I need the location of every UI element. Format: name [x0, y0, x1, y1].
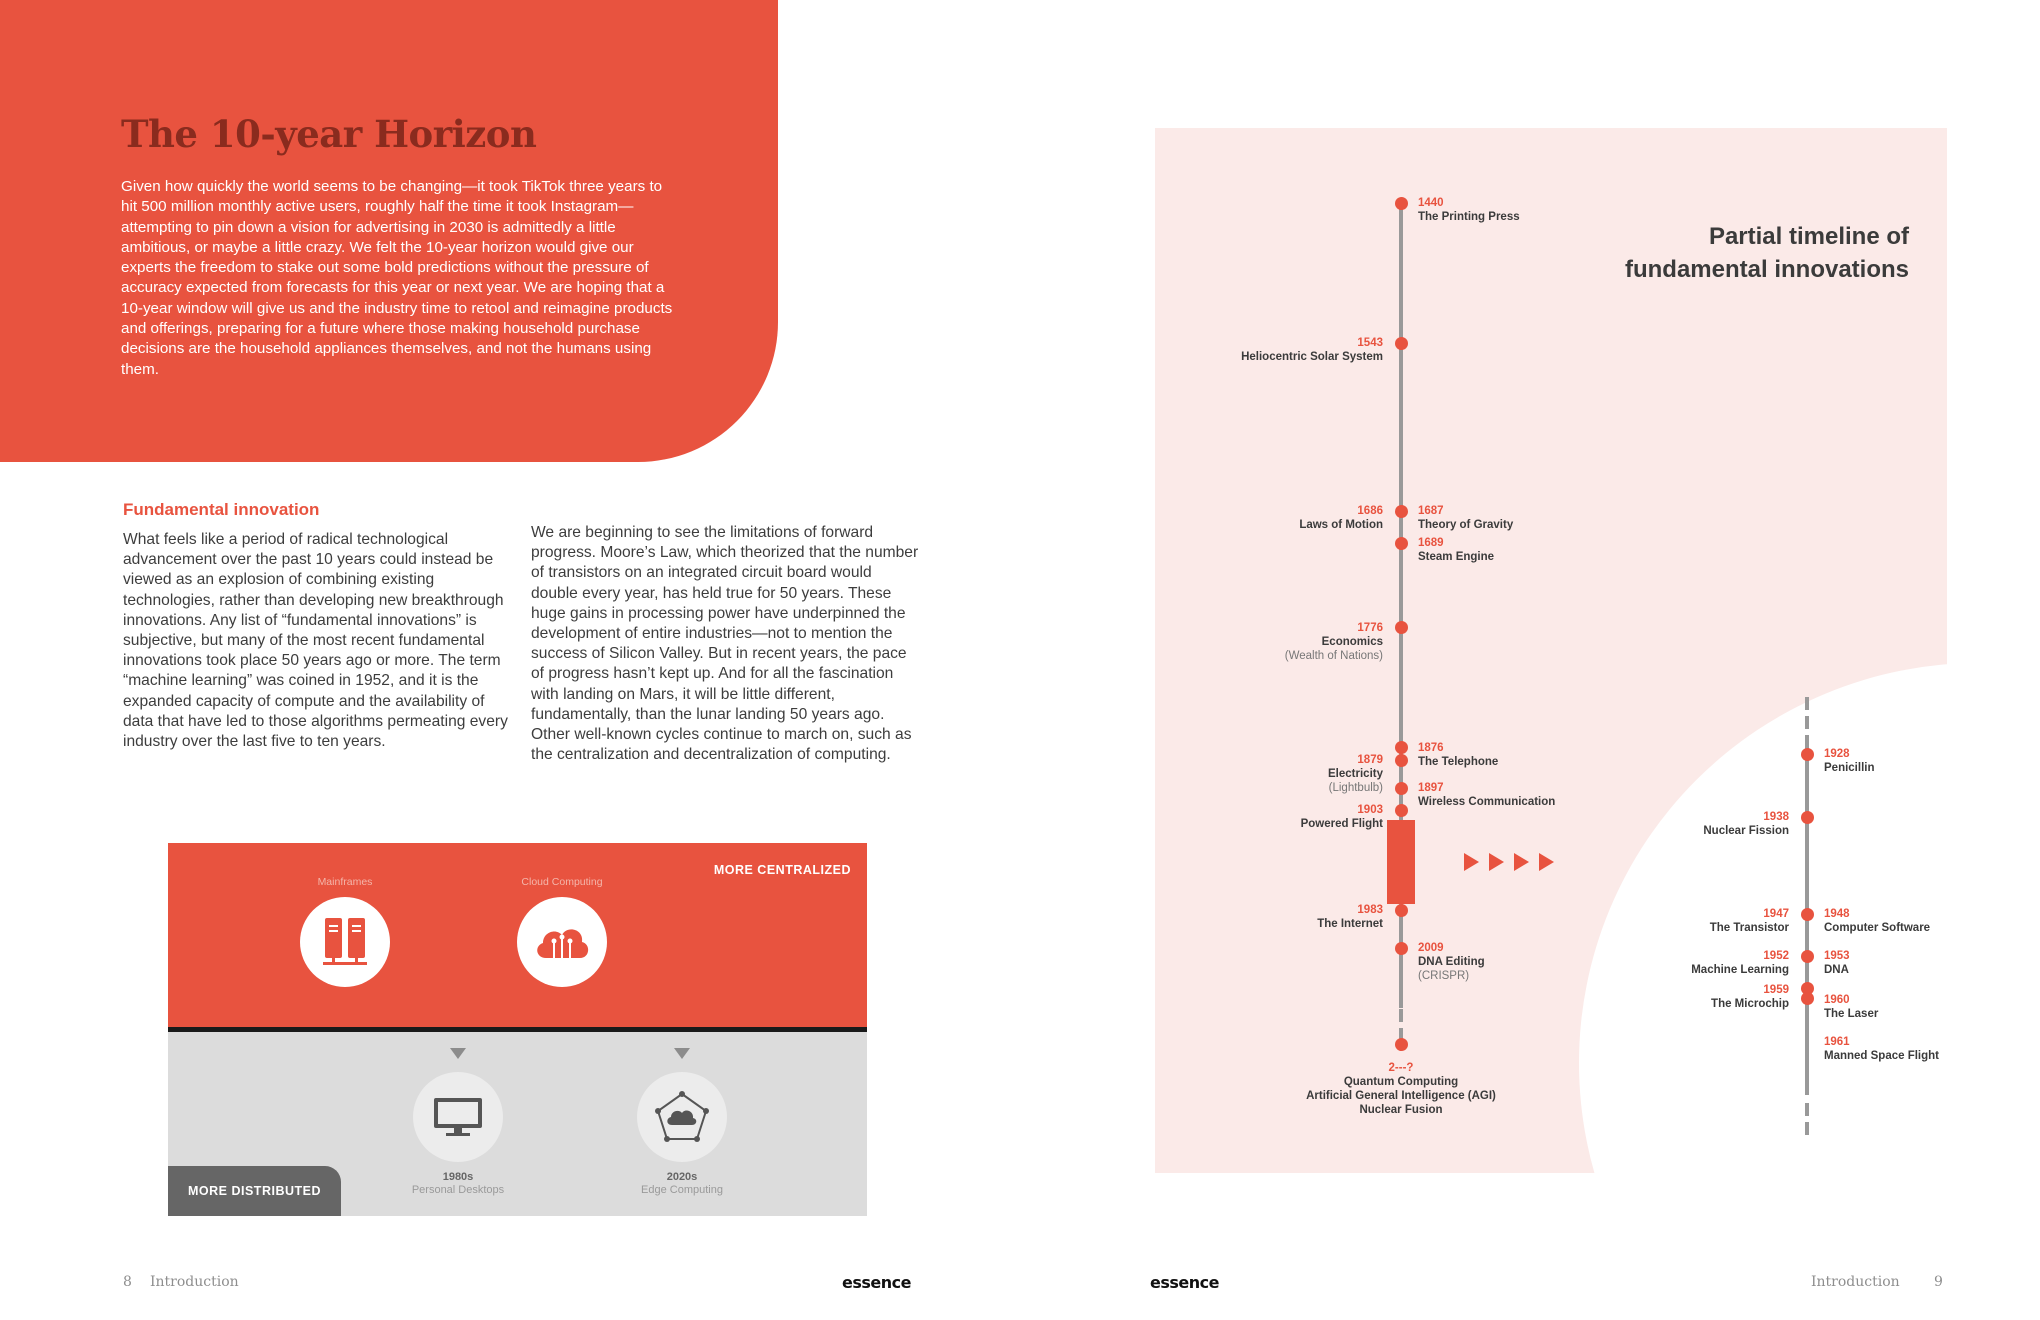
personal-desktops-label: Personal Desktops: [411, 1184, 505, 1196]
event-label: The Laser: [1824, 1008, 1879, 1020]
play-arrow-icon: [1539, 853, 1554, 871]
event-label: Powered Flight: [1300, 818, 1383, 830]
event-year: 1953: [1824, 950, 1850, 962]
event-label: The Telephone: [1418, 756, 1499, 768]
event-year: 1960: [1824, 994, 1850, 1006]
event-year: 1897: [1418, 782, 1444, 794]
event-label: Laws of Motion: [1299, 519, 1383, 531]
timeline-dash: [1399, 1009, 1403, 1022]
event-label: The Internet: [1317, 918, 1383, 930]
event-label: Electricity: [1328, 768, 1383, 780]
future-item: Artificial General Intelligence (AGI): [1306, 1090, 1496, 1102]
event-year: 2009: [1418, 942, 1444, 954]
event-year: 1879: [1357, 754, 1383, 766]
timeline-dot: [1801, 748, 1814, 761]
event-label: Manned Space Flight: [1824, 1050, 1940, 1062]
more-distributed-label: MORE DISTRIBUTED: [168, 1166, 341, 1216]
event-year: 1686: [1357, 505, 1383, 517]
edge-computing-label: Edge Computing: [641, 1184, 723, 1196]
cloud-computing-label: Cloud Computing: [521, 876, 603, 888]
footer-section-left: Introduction: [150, 1274, 239, 1290]
zoom-section-block: [1387, 820, 1415, 904]
future-item: Quantum Computing: [1343, 1076, 1459, 1088]
event-label: Penicillin: [1824, 762, 1875, 774]
intro-paragraph: Given how quickly the world seems to be changing—it took TikTok three years to hit 500 million monthly active users, roughly half the time it took Instagram—attempting to pin down a vision for advertising in 2030 is admittedly a little ambitious, or maybe a little crazy. We felt the 10-year horizon would give our experts the freedom to stake out some bold predictions without the pressure of accuracy expected from forecasts for this year or next year. We are hoping that a 10-year window will give us and the industry time to retool and reimagine products and offerings, preparing for a future where those making household purchase decisions are the household appliances themselves, and not the humans using them.: [121, 178, 673, 378]
event-label: Theory of Gravity: [1418, 519, 1514, 531]
page-number-right: 9: [1934, 1274, 1943, 1290]
down-arrow-icon: [674, 1048, 690, 1059]
body-column-2: We are beginning to see the limitations of forward progress. Moore’s Law, which theorized that the number of transistors on an integrated circuit board would double every year, has held true for 50 years. These huge gains in processing power have underpinned the development of entire industries—not to mention the success of Silicon Valley. But in recent years, the pace of progress hasn’t kept up. And for all the fascination with landing on Mars, it will be little different, fundamentally, than the lunar landing 50 years ago. Other well-known cycles continue to march on, such as the centralization and decentralization of computing.: [531, 524, 919, 764]
mainframes-circle: [300, 897, 390, 987]
event-year: 1952: [1763, 950, 1789, 962]
footer-section-right: Introduction: [1811, 1274, 1900, 1290]
timeline-dot: [1395, 741, 1408, 754]
event-year: 1687: [1418, 505, 1444, 517]
diagram-divider: [168, 1027, 867, 1032]
timeline-dot: [1395, 505, 1408, 518]
timeline-dash: [1805, 1122, 1809, 1135]
event-year: 1903: [1357, 804, 1383, 816]
event-label: Heliocentric Solar System: [1241, 351, 1383, 363]
event-label: Wireless Communication: [1418, 796, 1556, 808]
timeline-dot: [1801, 908, 1814, 921]
event-label: The Printing Press: [1418, 211, 1520, 223]
timeline-dot: [1395, 782, 1408, 795]
monitor-icon: [432, 1096, 484, 1138]
page-number-left: 8: [123, 1274, 132, 1290]
cloud-icon: [532, 920, 592, 964]
timeline-dot: [1395, 537, 1408, 550]
event-label: Steam Engine: [1418, 551, 1495, 563]
event-label: The Microchip: [1711, 998, 1789, 1010]
timeline-dot: [1395, 904, 1408, 917]
timeline-dash: [1805, 697, 1809, 710]
computing-cycle-diagram: [168, 843, 867, 1216]
timeline-dot: [1395, 621, 1408, 634]
essence-logo-left: essence: [842, 1273, 911, 1292]
personal-desktops-year: 1980s: [442, 1171, 474, 1183]
edge-network-icon: [654, 1091, 710, 1143]
play-arrow-icon: [1464, 853, 1479, 871]
event-label: Machine Learning: [1691, 964, 1789, 976]
event-label: Economics: [1321, 636, 1383, 648]
page-title: The 10-year Horizon: [121, 112, 537, 156]
timeline-dot: [1395, 942, 1408, 955]
timeline-dot: [1395, 197, 1408, 210]
timeline-dot: [1395, 804, 1408, 817]
event-year: 1928: [1824, 748, 1850, 760]
timeline-dot: [1395, 337, 1408, 350]
timeline-dash: [1805, 716, 1809, 729]
play-arrow-icon: [1489, 853, 1504, 871]
section-heading: Fundamental innovation: [123, 500, 320, 519]
timeline-dot: [1395, 754, 1408, 767]
edge-computing-circle: [637, 1072, 727, 1162]
event-year: 1776: [1357, 622, 1383, 634]
event-year: 1983: [1357, 904, 1383, 916]
event-year: 1961: [1824, 1036, 1850, 1048]
event-label: Computer Software: [1824, 922, 1931, 934]
event-year: 1440: [1418, 197, 1444, 209]
mainframes-label: Mainframes: [317, 876, 373, 888]
personal-desktops-circle: [413, 1072, 503, 1162]
server-icon: [322, 916, 368, 968]
timeline-dot: [1801, 950, 1814, 963]
event-year: 1959: [1763, 984, 1789, 996]
event-year: 1947: [1763, 908, 1789, 920]
event-label: DNA: [1824, 964, 1849, 976]
body-column-1: What feels like a period of radical technological advancement over the past 10 years could instead be viewed as an explosion of combining existing technologies, rather than developing new breakthrough innovations. Any list of “fundamental innovations” is subjective, but many of the most recent fundamental innovations took place 50 years ago or more. The term “machine learning” was coined in 1952, and it is the expanded capacity of compute and the availability of data that have led to those algorithms permeating every industry over the last five to ten years.: [123, 531, 508, 751]
event-sublabel: (Lightbulb): [1328, 782, 1383, 794]
event-year: 1543: [1357, 337, 1383, 349]
cloud-computing-circle: [517, 897, 607, 987]
event-label: DNA Editing: [1418, 956, 1485, 968]
timeline-dash: [1805, 1103, 1809, 1116]
event-label: Nuclear Fission: [1703, 825, 1789, 837]
future-item: Nuclear Fusion: [1359, 1104, 1443, 1116]
essence-logo-right: essence: [1150, 1273, 1219, 1292]
event-sublabel: (Wealth of Nations): [1284, 650, 1383, 662]
more-centralized-label: MORE CENTRALIZED: [713, 863, 851, 877]
edge-computing-year: 2020s: [666, 1171, 698, 1183]
play-arrow-icon: [1514, 853, 1529, 871]
timeline-title: Partial timeline of fundamental innovations: [1624, 223, 1909, 283]
event-year: 1876: [1418, 742, 1444, 754]
timeline-dot: [1801, 992, 1814, 1005]
future-year: 2---?: [1388, 1062, 1414, 1074]
event-label: The Transistor: [1709, 922, 1789, 934]
event-year: 1948: [1824, 908, 1850, 920]
timeline-dot: [1395, 1038, 1408, 1051]
event-year: 1689: [1418, 537, 1444, 549]
event-year: 1938: [1763, 811, 1789, 823]
event-sublabel: (CRISPR): [1418, 970, 1470, 982]
timeline-dot: [1801, 811, 1814, 824]
down-arrow-icon: [450, 1048, 466, 1059]
